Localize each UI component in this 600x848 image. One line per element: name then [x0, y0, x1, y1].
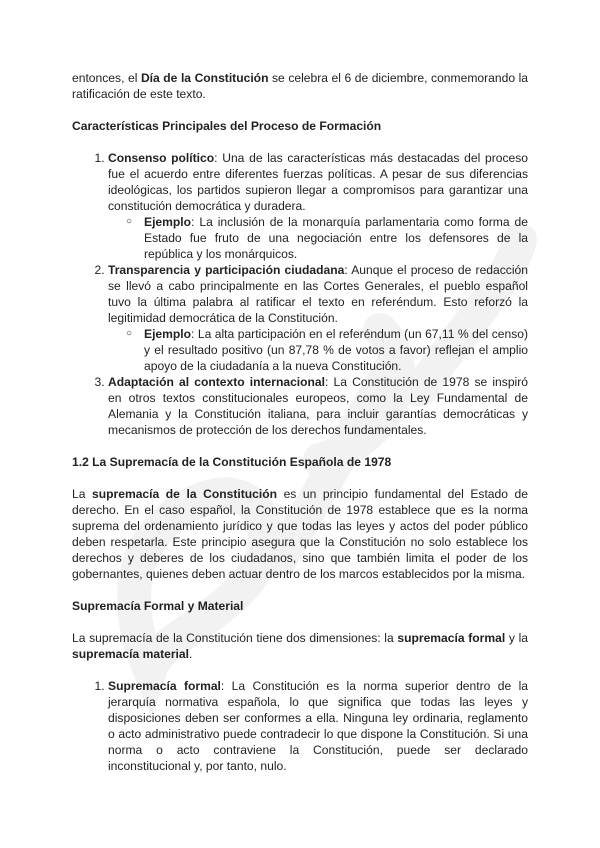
heading-formal-material: Supremacía Formal y Material: [72, 599, 244, 613]
dimensions-paragraph: La supremacía de la Constitución tiene dos dimensiones: la supremacía formal y la supremacía material.: [72, 631, 528, 661]
list-item-international: 3. Adaptación al contexto internacional: La Constitución de 1978 se inspiró en otros textos constitucionales europeos, como la Ley Fundamental de Alemania y la Constitución italiana, para incluir garantías democráticas y mecanismos de protección de los derechos fundamentales.: [108, 374, 528, 438]
list-item-consensus: 1. Consenso político: Una de las características más destacadas del proceso fue el acuerdo entre diferentes fuerzas políticas. A pesar de sus diferencias ideológicas, los partidos supieron llegar a compromisos para garantizar una constitución democrática y duradera. ○ Ejemplo: La inclusión de la monarquía parlamentaria como forma de Estado fue fruto de una negociación entre los defensores de la república y los monárquicos.: [108, 150, 528, 262]
example-list: [108, 326, 528, 374]
heading-supremacy: 1.2 La Supremacía de la Constitución Española de 1978: [72, 455, 392, 469]
constitution-day-term: Día de la Constitución: [140, 71, 269, 85]
example-item: ○ Ejemplo: La inclusión de la monarquía parlamentaria como forma de Estado fue fruto de una negociación entre los defensores de la república y los monárquicos.: [144, 214, 528, 262]
supremacy-types-list: [72, 678, 528, 774]
list-item-transparency: 2. Transparencia y participación ciudadana: Aunque el proceso de redacción se llevó a cabo principalmente en las Cortes Generales, el pueblo español tuvo la última palabra al ratificar el texto en referéndum. Esto reforzó la legitimidad democrática de la Constitución. ○ Ejemplo: La alta participación en el referéndum (un 67,11 % del censo) y el resultado positivo (un 87,78 % de votos a favor) reflejan el amplio apoyo de la ciudadanía a la nueva Constitución.: [108, 262, 528, 374]
characteristics-list: [72, 150, 528, 438]
intro-paragraph: entonces, el Día de la Constitución se celebra el 6 de diciembre, conmemorando la ratificación de este texto.: [72, 71, 529, 101]
example-item: ○ Ejemplo: La alta participación en el referéndum (un 67,11 % del censo) y el resultado positivo (un 87,78 % de votos a favor) reflejan el amplio apoyo de la ciudadanía a la nueva Constitución.: [144, 326, 528, 374]
heading-characteristics: Características Principales del Proceso de Formación: [72, 119, 382, 133]
list-item-formal-supremacy: 1. Supremacía formal: La Constitución es la norma superior dentro de la jerarquía normativa española, lo que significa que todas las leyes y disposiciones deben ser conformes a ella. Ninguna ley ordinaria, reglamento o acto administrativo puede contradecir lo que dispone la Constitución. Si una norma o acto contraviene la Constitución, puede ser declarado inconstitucional y, por tanto, nulo.: [108, 678, 528, 774]
document-page: [72, 70, 528, 790]
supremacy-paragraph: La supremacía de la Constitución es un principio fundamental del Estado de derecho. En el caso español, la Constitución de 1978 establece que es la norma suprema del ordenamiento jurídico y que todas las leyes y actos del poder público deben respetarla. Este principio asegura que la Constitución no solo establece los derechos y deberes de los ciudadanos, sino que también limita el poder de los gobernantes, quienes deben actuar dentro de los marcos establecidos por la misma.: [72, 487, 528, 581]
example-list: [108, 214, 528, 262]
